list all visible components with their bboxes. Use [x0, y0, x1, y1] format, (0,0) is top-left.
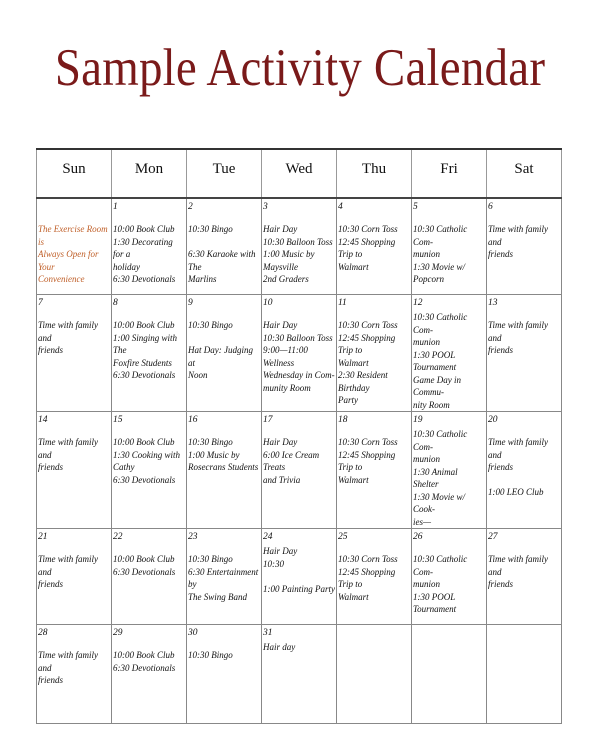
day-events: 10:30 Catholic Com- munion 1:30 Animal Shelter 1:30 Movie w/ Cook- ies— — [413, 429, 468, 527]
day-events: Time with family and friends — [38, 650, 99, 685]
day-events: Hair Day 10:30 1:00 Painting Party — [263, 546, 335, 594]
calendar-day-cell — [187, 529, 262, 625]
day-events: 10:30 Bingo 6:30 Entertainment by The Swing Band — [188, 554, 259, 602]
calendar-day-cell — [262, 529, 337, 625]
weekday-header-row — [37, 149, 562, 198]
calendar-day-cell — [37, 529, 112, 625]
calendar-day-cell — [412, 529, 487, 625]
calendar-body — [37, 198, 562, 724]
calendar-day-cell — [112, 295, 187, 412]
calendar-table — [36, 148, 562, 724]
calendar-day-cell — [112, 529, 187, 625]
day-number — [338, 627, 410, 639]
day-number: 13 — [488, 298, 498, 308]
calendar-week-row — [37, 198, 562, 295]
weekday-header: Mon — [112, 149, 187, 198]
day-number: 21 — [38, 532, 48, 542]
day-number: 14 — [38, 415, 48, 425]
day-events: 10:00 Book Club 1:30 Cooking with Cathy 6:30 Devotionals — [113, 437, 180, 485]
day-number — [413, 627, 485, 639]
day-events: Time with family and friends 1:00 LEO Club — [488, 437, 549, 497]
calendar-day-cell — [412, 412, 487, 529]
calendar-week-row — [37, 625, 562, 724]
calendar-day-cell — [487, 625, 562, 724]
calendar-day-cell — [412, 198, 487, 295]
day-number: 2 — [188, 202, 193, 212]
calendar-day-cell — [187, 412, 262, 529]
day-number: 6 — [488, 202, 493, 212]
day-events: 10:30 Bingo Hat Day: Judging at Noon — [188, 320, 253, 380]
day-events: 10:30 Corn Toss 12:45 Shopping Trip to Walmart — [338, 437, 398, 485]
weekday-header: Thu — [337, 149, 412, 198]
day-events: 10:00 Book Club 1:00 Singing with The Foxfire Students 6:30 Devotionals — [113, 320, 178, 380]
day-number: 3 — [263, 202, 268, 212]
day-number: 28 — [38, 628, 48, 638]
calendar-day-cell — [262, 412, 337, 529]
day-events: Hair Day 6:00 Ice Cream Treats and Trivia — [263, 437, 320, 485]
day-number: 27 — [488, 532, 498, 542]
calendar-day-cell — [112, 625, 187, 724]
day-events: 10:30 Catholic Com- munion 1:30 Movie w/ Popcorn — [413, 224, 468, 284]
day-number: 4 — [338, 202, 343, 212]
weekday-header: Sun — [37, 149, 112, 198]
day-events: 10:00 Book Club 1:30 Decorating for a holiday 6:30 Devotionals — [113, 224, 176, 284]
day-number: 16 — [188, 415, 198, 425]
day-number — [488, 627, 560, 639]
calendar-day-cell — [37, 625, 112, 724]
calendar-day-cell — [262, 625, 337, 724]
day-events: Hair Day 10:30 Balloon Toss 9:00—11:00 Wellness Wednesday in Com- munity Room — [263, 320, 335, 393]
day-events: Time with family and friends — [488, 320, 549, 355]
calendar-day-cell — [187, 295, 262, 412]
calendar-day-cell — [112, 412, 187, 529]
day-events: Time with family and friends — [488, 554, 549, 589]
day-number: 7 — [38, 298, 43, 308]
day-number: 10 — [263, 298, 273, 308]
calendar-day-cell — [337, 198, 412, 295]
day-events: Hair day — [263, 642, 296, 652]
calendar-day-cell — [487, 529, 562, 625]
day-number: 17 — [263, 415, 273, 425]
calendar-day-cell — [337, 625, 412, 724]
day-number: 26 — [413, 532, 423, 542]
calendar-week-row — [37, 529, 562, 625]
day-events: 10:30 Bingo — [188, 650, 233, 660]
day-number: 30 — [188, 628, 198, 638]
day-events: 10:30 Bingo 6:30 Karaoke with The Marlins — [188, 224, 256, 284]
day-number: 1 — [113, 202, 118, 212]
calendar-day-cell — [337, 412, 412, 529]
calendar-day-cell — [337, 529, 412, 625]
day-events: 10:30 Catholic Com- munion 1:30 POOL Tournament Game Day in Commu- nity Room — [413, 312, 468, 410]
day-number — [38, 201, 110, 213]
calendar-day-cell — [187, 198, 262, 295]
day-events: 10:00 Book Club 6:30 Devotionals — [113, 650, 176, 673]
day-events: Time with family and friends — [488, 224, 549, 259]
calendar-day-cell — [37, 198, 112, 295]
day-number: 20 — [488, 415, 498, 425]
calendar-day-cell — [187, 625, 262, 724]
day-events: 10:30 Bingo 1:00 Music by Rosecrans Students — [188, 437, 259, 472]
calendar-week-row — [37, 295, 562, 412]
weekday-header: Wed — [262, 149, 337, 198]
calendar-day-cell — [37, 295, 112, 412]
calendar-day-cell — [37, 412, 112, 529]
day-events: 10:30 Catholic Com- munion 1:30 POOL Tournament — [413, 554, 468, 614]
day-events: Hair Day 10:30 Balloon Toss 1:00 Music by Maysville 2nd Graders — [263, 224, 333, 284]
day-events: Time with family and friends — [38, 554, 99, 589]
page-title: Sample Activity Calendar — [54, 39, 546, 98]
calendar-day-cell — [412, 625, 487, 724]
calendar-day-cell — [337, 295, 412, 412]
day-events: The Exercise Room is Always Open for Your Convenience — [38, 224, 108, 284]
day-number: 8 — [113, 298, 118, 308]
calendar-day-cell — [487, 198, 562, 295]
weekday-header: Sat — [487, 149, 562, 198]
day-number: 11 — [338, 298, 347, 308]
day-events: 10:30 Corn Toss 12:45 Shopping Trip to Walmart 2:30 Resident Birthday Party — [338, 320, 398, 405]
calendar-day-cell — [487, 295, 562, 412]
day-events: Time with family and friends — [38, 320, 99, 355]
day-events: 10:30 Corn Toss 12:45 Shopping Trip to Walmart — [338, 554, 398, 602]
day-number: 19 — [413, 415, 423, 425]
calendar-day-cell — [487, 412, 562, 529]
day-number: 15 — [113, 415, 123, 425]
weekday-header: Fri — [412, 149, 487, 198]
day-number: 29 — [113, 628, 123, 638]
day-number: 5 — [413, 202, 418, 212]
day-number: 23 — [188, 532, 198, 542]
day-number: 24 — [263, 532, 273, 542]
calendar-day-cell — [262, 198, 337, 295]
day-events: Time with family and friends — [38, 437, 99, 472]
calendar-day-cell — [262, 295, 337, 412]
day-number: 31 — [263, 628, 273, 638]
weekday-header: Tue — [187, 149, 262, 198]
day-events: 10:30 Corn Toss 12:45 Shopping Trip to Walmart — [338, 224, 398, 272]
day-events: 10:00 Book Club 6:30 Devotionals — [113, 554, 176, 577]
day-number: 12 — [413, 298, 423, 308]
calendar-week-row — [37, 412, 562, 529]
day-number: 9 — [188, 298, 193, 308]
calendar-day-cell — [112, 198, 187, 295]
day-number: 25 — [338, 532, 348, 542]
day-number: 18 — [338, 415, 348, 425]
calendar-day-cell — [412, 295, 487, 412]
day-number: 22 — [113, 532, 123, 542]
